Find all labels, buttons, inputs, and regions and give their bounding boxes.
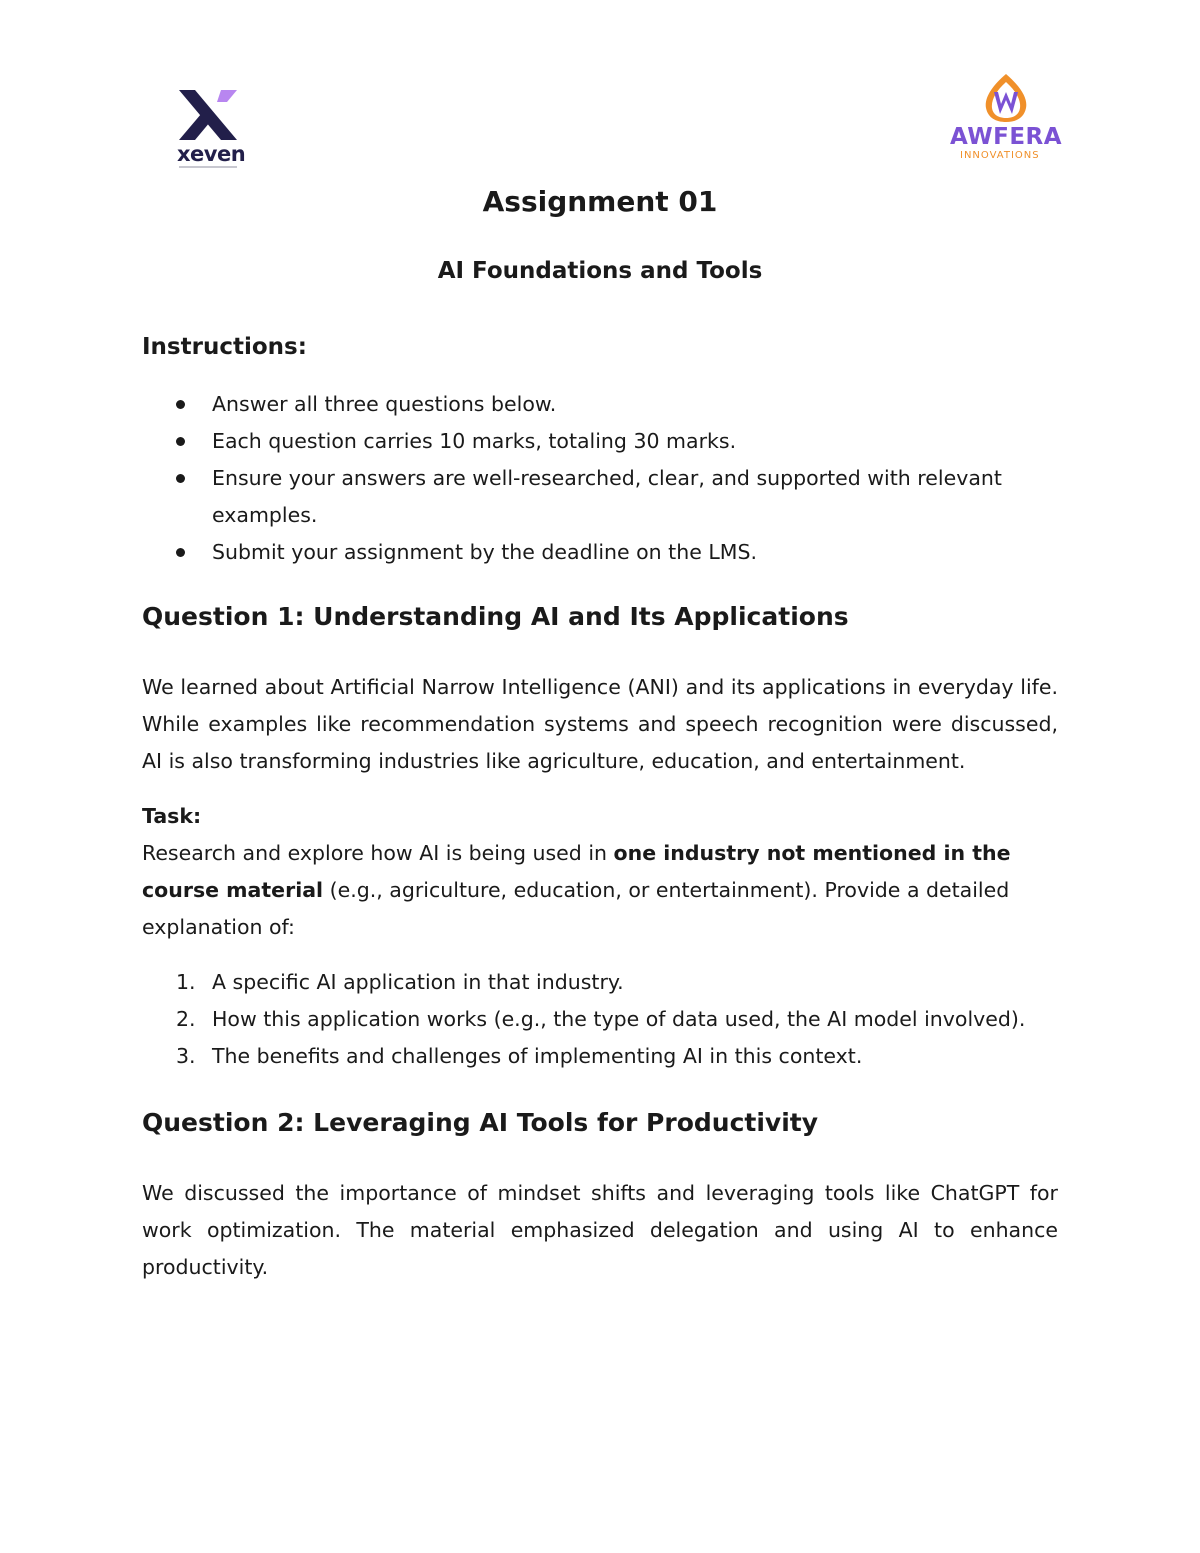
- awfera-flame-icon: [980, 72, 1032, 124]
- xeven-logo: [175, 86, 245, 170]
- question-1-heading: Question 1: Understanding AI and Its Applications: [142, 602, 849, 631]
- instructions-heading: Instructions:: [142, 334, 307, 360]
- document-content: [142, 182, 1058, 1286]
- list-item-text: Submit your assignment by the deadline on the LMS.: [212, 540, 757, 564]
- task-text-start: Research and explore how AI is being used in: [142, 841, 614, 865]
- list-item-text: The benefits and challenges of implementing AI in this context.: [212, 1044, 863, 1068]
- xeven-tagline-line: [179, 166, 237, 168]
- list-item-text: Each question carries 10 marks, totaling 30 marks.: [212, 429, 737, 453]
- bullet-icon: [176, 548, 185, 557]
- question-2-heading: Question 2: Leveraging AI Tools for Productivity: [142, 1108, 819, 1137]
- list-item: [142, 534, 1058, 571]
- awfera-logo-subtext: INNOVATIONS: [960, 150, 1040, 161]
- list-item-text: A specific AI application in that industry.: [212, 970, 624, 994]
- task-text-end: (e.g., agriculture, education, or entertainment). Provide a detailed explanation of:: [142, 878, 1010, 939]
- awfera-logo-text: AWFERA: [950, 124, 1063, 150]
- list-item: [142, 460, 1058, 534]
- list-item: [142, 386, 1058, 423]
- document-subtitle: AI Foundations and Tools: [437, 258, 763, 284]
- bullet-icon: [176, 437, 185, 446]
- task-text-emphasis: one industry not mentioned in the course material: [142, 841, 1011, 902]
- list-item: [142, 1038, 1058, 1075]
- list-item: [142, 1001, 1058, 1038]
- awfera-logo: [948, 72, 1064, 164]
- list-number: 2.: [176, 1007, 196, 1031]
- list-number: 3.: [176, 1044, 196, 1068]
- question-2-paragraph: We discussed the importance of mindset shifts and leveraging tools like ChatGPT for work optimization. The material emphasized delegation and using AI to enhance productivity.: [142, 1181, 1058, 1279]
- question-1-paragraph: We learned about Artificial Narrow Intelligence (ANI) and its applications in everyday life. While examples like recommendation systems and speech recognition were discussed, AI is also transforming industries like agriculture, education, and entertainment.: [142, 675, 1058, 773]
- list-item-text: How this application works (e.g., the type of data used, the AI model involved).: [212, 1007, 1026, 1031]
- bullet-icon: [176, 400, 185, 409]
- list-item: [142, 964, 1058, 1001]
- list-item-text: Answer all three questions below.: [212, 392, 557, 416]
- task-numbered-list: [142, 964, 1058, 1075]
- bullet-icon: [176, 474, 185, 483]
- instructions-list: [142, 386, 1058, 571]
- list-item: [142, 423, 1058, 460]
- document-title: Assignment 01: [482, 185, 718, 218]
- list-number: 1.: [176, 970, 196, 994]
- task-text: [142, 835, 1058, 946]
- xeven-x-mark-icon: [175, 86, 241, 144]
- xeven-logo-text: xeven: [177, 142, 246, 166]
- list-item-text: Ensure your answers are well-researched, clear, and supported with relevant examples.: [212, 466, 1002, 527]
- task-label: Task:: [142, 804, 202, 828]
